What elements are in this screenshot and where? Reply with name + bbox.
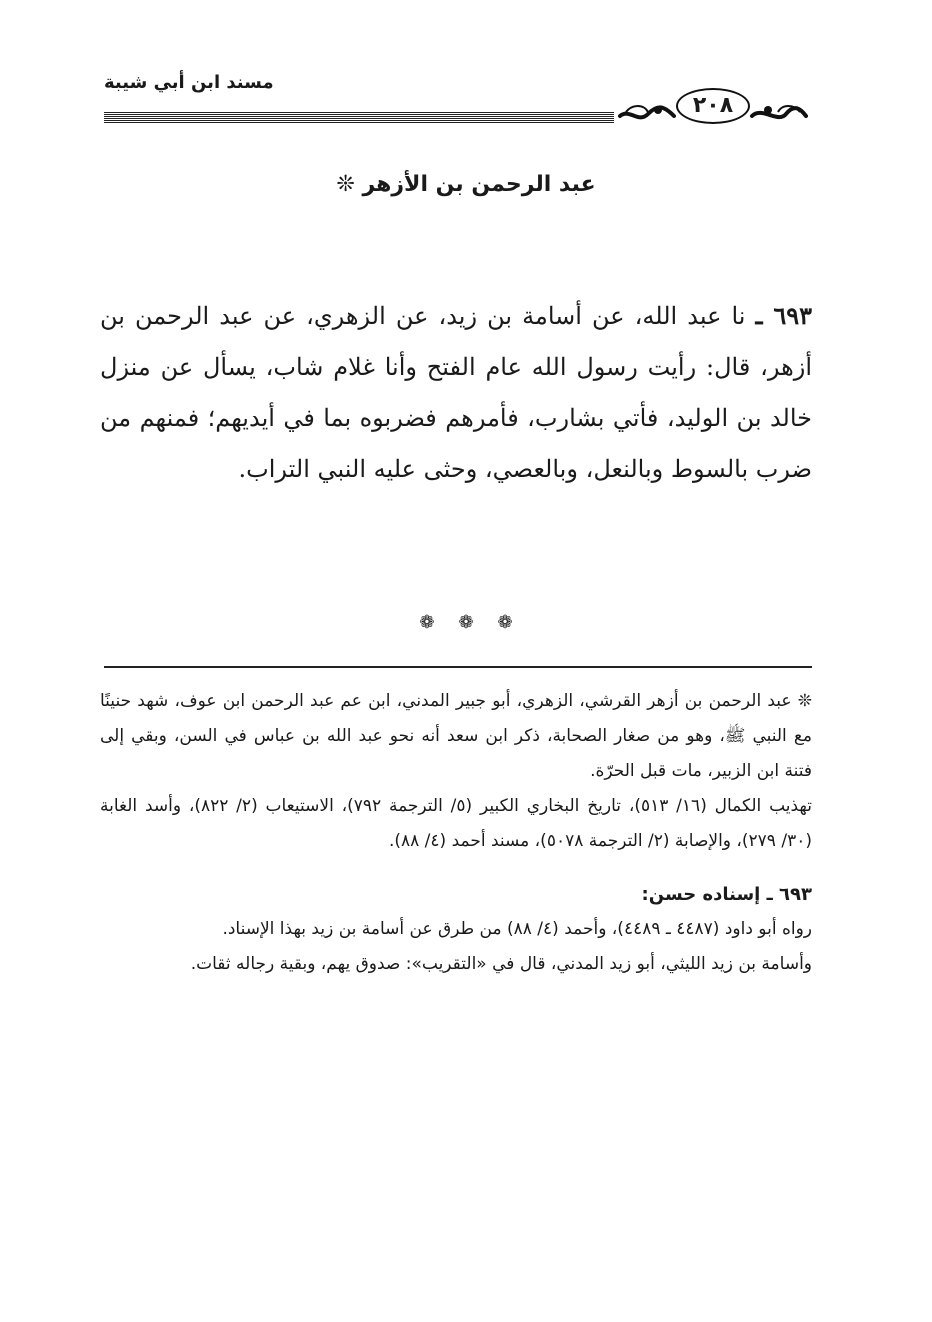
section-separator bbox=[380, 612, 552, 633]
flower-star-icon: ❁ bbox=[458, 612, 474, 633]
chapter-title: عبد الرحمن بن الأزهر ❊ bbox=[336, 172, 596, 197]
hadith-number: ٦٩٣ ـ bbox=[755, 301, 812, 330]
footnote-narrator-note: وأسامة بن زيد الليثي، أبو زيد المدني، قال في «التقريب»: صدوق يهم، وبقية رجاله ثقات. bbox=[190, 954, 812, 974]
page-number: ٢٠٨ bbox=[676, 88, 750, 124]
flower-star-icon: ❁ bbox=[419, 612, 435, 633]
footnote-biography: ❊ عبد الرحمن بن أزهر القرشي، الزهري، أبو جبير المدني، ابن عم عبد الرحمن ابن عوف، شهد حنينًا مع النبي ﷺ، وهو من صغار الصحابة، ذكر ابن سعد أنه نحو عبد الله بن عباس في السن، وبقي إلى فتنة ابن الزبير، مات قبل الحرّة. bbox=[100, 691, 812, 781]
flower-star-icon: ❁ bbox=[497, 612, 513, 633]
hadith-text-block bbox=[100, 290, 812, 495]
header-rule bbox=[104, 112, 614, 124]
footnote-divider bbox=[104, 666, 812, 668]
footnote-grading-heading: ٦٩٣ ـ إسناده حسن: bbox=[641, 884, 812, 905]
footnote-sources: تهذيب الكمال (١٦/ ٥١٣)، تاريخ البخاري الكبير (٥/ الترجمة ٧٩٢)، الاستيعاب (٢/ ٨٢٢)، وأسد الغابة (٣٠/ ٢٧٩)، والإصابة (٢/ الترجمة ٥٠٧٨)، مسند أحمد (٤/ ٨٨). bbox=[100, 796, 813, 851]
footnote-takhrij: رواه أبو داود (٤٤٨٧ ـ ٤٤٨٩)، وأحمد (٤/ ٨٨) من طرق عن أسامة بن زيد بهذا الإسناد. bbox=[222, 919, 812, 939]
hadith-body: نا عبد الله، عن أسامة بن زيد، عن الزهري، عن عبد الرحمن بن أزهر، قال: رأيت رسول الله عام الفتح وأنا غلام شاب، يسأل عن منزل خالد بن الوليد، فأتي بشارب، فأمرهم فضربوه بما في أيديهم؛ فمنهم من ضرب بالسوط وبالنعل، وبالعصي، وحثى عليه النبي التراب. bbox=[100, 302, 812, 483]
running-header-book-title: مسند ابن أبي شيبة bbox=[104, 72, 274, 93]
footnotes bbox=[100, 684, 812, 982]
